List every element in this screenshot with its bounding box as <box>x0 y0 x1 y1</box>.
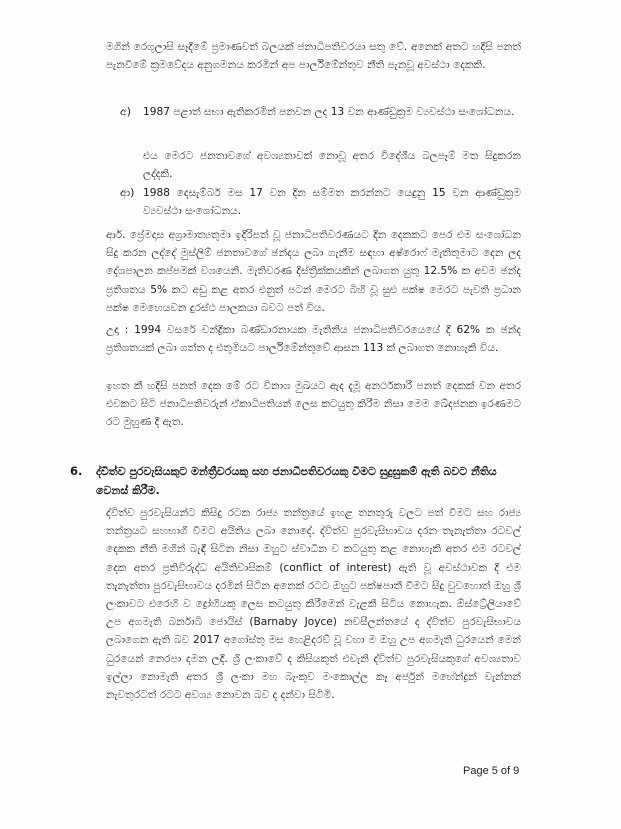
paragraph-premadasa: ආර්. ප්‍රේමදාස අග්‍රාමාත්‍යතුමා ඉදිරිපත් වූ ජනාධිපතිවරණයට දින දෙකකට පෙර එම සංශෝධන සිදු කරන ලද්දේ මුස්ලිම් ජනතාවගේ ඡන්දය ලබා ගැනීම සඳහා අෂ්රොෆ් මැතිතුමාට දෙන ලද දේශපාලන කප්පමක් වශයෙනි. මැතිවරණ දිස්ත්‍රික්කයකින් ලබාගත යුතු 12.5% ක අවම ඡන්ද ප්‍රතිශතය 5% කට අඩු කළ අතර එනුත් පටන් මෙරට බිහි වූ සුළු පක්ෂ මෙරට පැවති ප්‍රධාන පක්ෂ මෙහෙයවන දුරස්ථ පාලකයා බවට පත් විය. <box>106 229 521 314</box>
paragraph-dual-citizenship: ද්විත්ව පුරවැසියන්ට කිසිදු රටක රාජ්‍ය තන්ත්‍රයේ ඉහළ තනතුරු වලට පත් වීමට සහ රාජ්‍ය තන්ත්‍රයට සහභාගී වීමට අයිතිය ලබා නොදේ. ද්විත්ව පුරවැසිභාවය දරන තැනැත්තා රටවල් දෙකක නීති මගින් බැඳී සිටින නිසා ඔහුට ස්වාධීන ව කටයුතු කළ නොහැකි අතර එම රටවල් දෙක අතර ප්‍රතිවිරුද්ධ අයිතිවාසිකම් (conflict of interest) ඇති වූ අවස්ථාවක දී එම තැනැත්තා පුරවැසිභාවය දරමින් සිටින අනෙක් රටට ඔහුට පක්ෂපාතී වීමට සිදු වුවහොත් ඔහු ශ්‍රී ලංකාවට එරෙහි ව ද්‍රෝහියකු ලෙස කටයුතු කිරීමෙන් වැළකී සිටිය නොහැක. ඕස්ට්‍රේලියාවේ උප අගමැති බර්නාබි ජොයිස් (Barnaby Joyce) නවසීලන්තයේ ද ද්විත්ව පුරවැසිභාවය ලබාගෙන ඇති බව 2017 අගෝස්තු මස හෙළිදරව් වූ වහා ම ඔහු උප අගමැති ධුරයෙන් මෙන් ධුරයෙන් නෙරපා දමන ලදී. ශ්‍රී ලංකාවේ ද කිසියකුත් එවැනි ද්විත්ව පුරවැසියකුගේ අවශ්‍යතාව ඉල්ලා නොමැති අතර ශ්‍රී ලංකා මහ බැංකුව මංකොල්ල කෑ අර්ජුන් මහේන්ද්‍රන් වැන්නන් නැවතුරටත් රටට අවශ්‍ය නොවන බව ද දන්වා සිටිමි. <box>106 507 521 702</box>
page-number: Page 5 of 9 <box>463 765 520 777</box>
section-heading: ද්විත්ව පුරවැසියකුට මන්ත්‍රීවරයකු සහ ජනාධිපතිවරයකු වීමට සුදුසුකම් ඇති බවට නීතිය වෙනස් කිරීම. <box>96 465 497 497</box>
list-item-a-label: අ) <box>120 105 132 118</box>
paragraph-conclusion: ඉහත කී හදිසි පනත් දෙක මේ රට විනාශ මුඛයට ඇද දැමූ අනර්ථකාරී පනත් දෙකක් වන අතර එවකට සිටි ජනාධිපතිවරුන් ඒකාධිපතියන් ලෙස කටයුතු කිරීම නිසා මෙම ඛේදජනක ඉරණමට රට මුහුණ දී ඇත. <box>106 380 521 429</box>
section-number: 6. <box>70 464 83 478</box>
list-item-a-text: 1987 පළාත් සභා ඇතිකරමින් පනවන ලද 13 වන ආණ්ඩුක්‍රම ව්‍යවස්ථා සංශෝධනය. <box>143 106 515 118</box>
paragraph-intro: මගින් රෙගුලාසි සෑදීමේ ප්‍රමාණවත් බලයක් ජනාධිපතිවරයා සතු වේ. අනෙක් අතට හදිසි පනත් පැනවීමේ ක්‍රමවේදය අනුගමනය කරමින් අප පාර්ලිමේන්තුව නීති පැනවූ අවස්ථා දෙකකි. <box>106 41 521 72</box>
paragraph-example: උදා : 1994 වසරේ චන්ද්‍රිකා බණ්ඩාරනායක මැතිනිය ජනාධිපතිවරයෙයේ දී 62% ක ඡන්ද ප්‍රතිශතයක් ලබා ගත්ත ද එතුමියට පාර්ලිමේන්තුවේ ආසන 113 ක් ලබාගත නොහැකි විය. <box>106 324 521 355</box>
list-item-a-note: එය මෙරට ජනතාවගේ අවශ්‍යතාවක් නොවූ අතර විදේශීය බලපෑම් මත සිදුකරන ලද්දකි. <box>143 150 521 181</box>
list-item-aa-text: 1988 දෙසැම්බර් මස 17 වන දින සම්මත කරන්නට යෙදුනු 15 වන ආණ්ඩුක්‍රම ව්‍යවස්ථා සංශෝධනය. <box>143 187 521 218</box>
list-item-aa-label: ආ) <box>120 186 135 199</box>
